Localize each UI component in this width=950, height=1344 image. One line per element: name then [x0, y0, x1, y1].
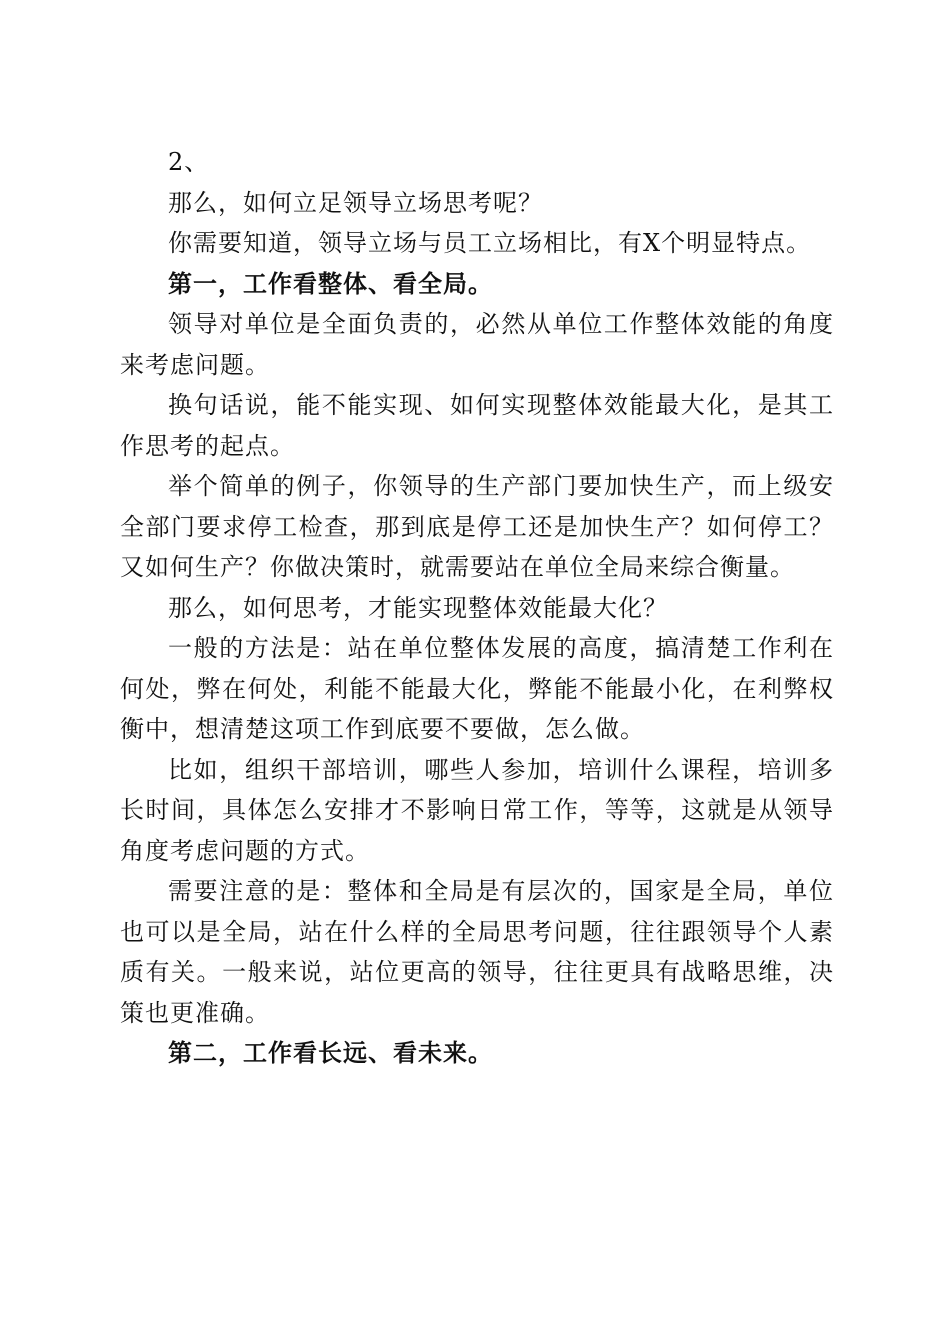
document-body: [120, 142, 834, 1074]
paragraph-starting-point: 换句话说，能不能实现、如何实现整体效能最大化，是其工作思考的起点。: [120, 391, 834, 460]
paragraph-note: 需要注意的是：整体和全局是有层次的，国家是全局，单位也可以是全局，站在什么样的全局思考问题，往往跟领导个人素质有关。一般来说，站位更高的领导，往往更具有战略思维，决策也更准确。: [120, 877, 834, 1027]
paragraph-example: 举个简单的例子，你领导的生产部门要加快生产，而上级安全部门要求停工检查，那到底是停工还是加快生产？如何停工？又如何生产？你做决策时，就需要站在单位全局来综合衡量。: [120, 472, 834, 581]
paragraph-responsibility: 领导对单位是全面负责的，必然从单位工作整体效能的角度来考虑问题。: [120, 310, 834, 379]
heading-second-point: 第二，工作看长远、看未来。: [168, 1038, 493, 1067]
heading-first-point: 第一，工作看整体、看全局。: [168, 268, 493, 298]
paragraph-method: 一般的方法是：站在单位整体发展的高度，搞清楚工作利在何处，弊在何处，利能不能最大化，弊能不能最小化，在利弊权衡中，想清楚这项工作到底要不要做，怎么做。: [120, 634, 834, 743]
section-number: 2、: [168, 148, 210, 176]
paragraph-intro: 你需要知道，领导立场与员工立场相比，有X个明显特点。: [168, 229, 812, 257]
paragraph-training-example: 比如，组织干部培训，哪些人参加，培训什么课程，培训多长时间，具体怎么安排才不影响日常工作，等等，这就是从领导角度考虑问题的方式。: [120, 755, 834, 865]
paragraph-question: 那么，如何立足领导立场思考呢？: [168, 188, 543, 217]
paragraph-how-to-think: 那么，如何思考，才能实现整体效能最大化？: [168, 593, 668, 622]
